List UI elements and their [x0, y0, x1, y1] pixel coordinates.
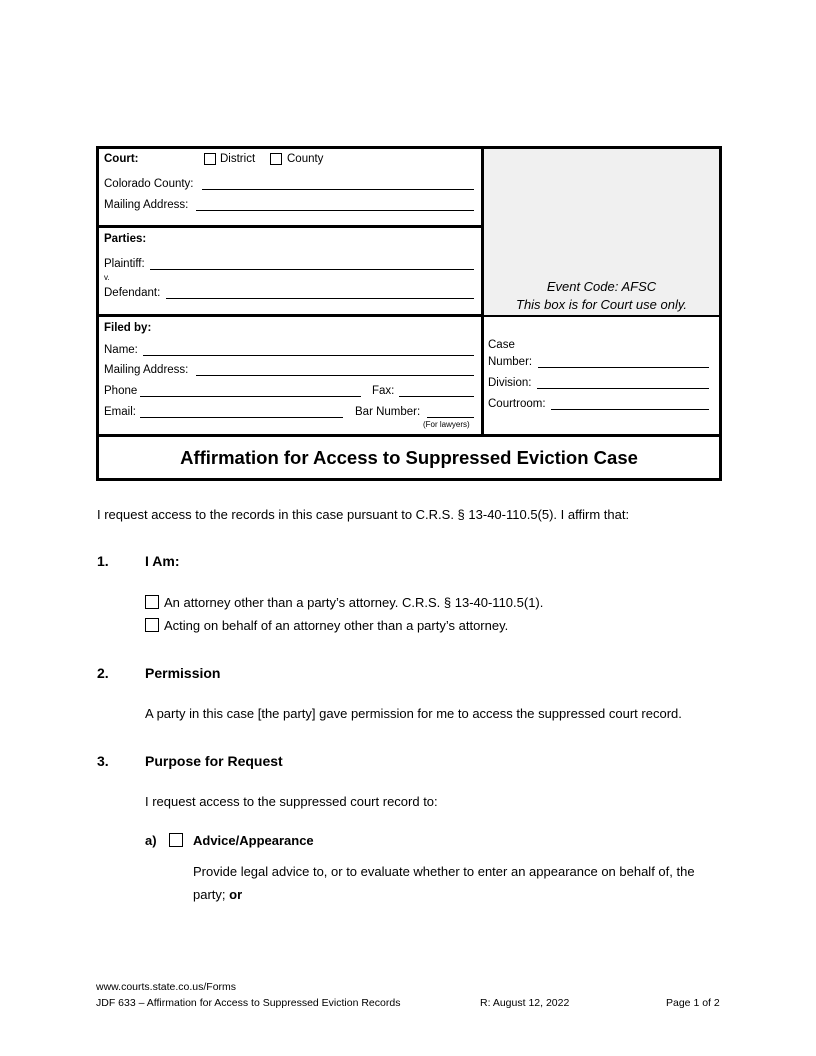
- section-1-number: 1.: [97, 553, 109, 569]
- caption-divider-court-parties: [96, 225, 484, 228]
- attorney-other-checkbox[interactable]: [145, 595, 159, 609]
- fax-label: Fax:: [372, 385, 395, 397]
- county-checkbox[interactable]: [270, 153, 282, 165]
- form-title-box: [96, 437, 722, 481]
- for-lawyers-note: (For lawyers): [423, 420, 470, 429]
- acting-on-behalf-label: Acting on behalf of an attorney other than a party’s attorney.: [164, 618, 509, 633]
- case-number-label: Number:: [488, 356, 533, 368]
- advice-appearance-checkbox[interactable]: [169, 833, 183, 847]
- fax-field[interactable]: [399, 396, 474, 397]
- division-field[interactable]: [537, 388, 709, 389]
- advice-appearance-text-line2: [193, 887, 242, 902]
- event-code: Event Code: AFSC: [546, 279, 657, 294]
- court-mailing-address-label: Mailing Address:: [104, 199, 189, 211]
- email-label: Email:: [104, 406, 136, 418]
- advice-appearance-text-tail: party;: [193, 887, 230, 902]
- court-use-note: This box is for Court use only.: [516, 297, 687, 312]
- colorado-county-label: Colorado County:: [104, 178, 194, 190]
- acting-on-behalf-checkbox[interactable]: [145, 618, 159, 632]
- colorado-county-field[interactable]: [202, 189, 474, 190]
- intro-text: I request access to the records in this case pursuant to C.R.S. § 13-40-110.5(5). I affirm that:: [97, 507, 630, 522]
- phone-label: Phone: [104, 385, 138, 397]
- advice-appearance-heading: Advice/Appearance: [193, 833, 314, 848]
- attorney-other-label: An attorney other than a party’s attorney. C.R.S. § 13-40-110.5(1).: [164, 595, 544, 610]
- county-label: County: [287, 153, 324, 165]
- filed-by-label: Filed by:: [104, 322, 152, 334]
- section-3-number: 3.: [97, 753, 109, 769]
- purpose-intro-text: I request access to the suppressed court record to:: [145, 794, 438, 809]
- advice-appearance-text-line1: Provide legal advice to, or to evaluate whether to enter an appearance on behalf of, the: [193, 864, 695, 879]
- courtroom-label: Courtroom:: [488, 398, 546, 410]
- defendant-field[interactable]: [166, 298, 474, 299]
- defendant-label: Defendant:: [104, 287, 161, 299]
- plaintiff-label: Plaintiff:: [104, 258, 145, 270]
- court-label: Court:: [104, 153, 139, 165]
- court-use-box: [484, 149, 719, 315]
- bar-number-label: Bar Number:: [355, 406, 421, 418]
- footer-form-id: JDF 633 – Affirmation for Access to Suppressed Eviction Records: [96, 997, 401, 1009]
- filer-mailing-address-label: Mailing Address:: [104, 364, 189, 376]
- filer-name-label: Name:: [104, 344, 138, 356]
- option-a-letter: a): [145, 833, 157, 848]
- email-field[interactable]: [140, 417, 343, 418]
- section-2-number: 2.: [97, 665, 109, 681]
- section-3-heading: Purpose for Request: [145, 753, 283, 769]
- section-1-heading: I Am:: [145, 553, 180, 569]
- footer-revision: R: August 12, 2022: [480, 997, 570, 1009]
- case-label: Case: [488, 339, 515, 351]
- permission-text: A party in this case [the party] gave permission for me to access the suppressed court record.: [145, 706, 682, 721]
- parties-label: Parties:: [104, 233, 147, 245]
- district-label: District: [220, 153, 256, 165]
- filer-name-field[interactable]: [143, 355, 474, 356]
- form-title: Affirmation for Access to Suppressed Eviction Case: [180, 446, 638, 468]
- advice-appearance-or: or: [229, 887, 243, 902]
- filer-mailing-address-field[interactable]: [196, 375, 474, 376]
- footer-page-number: Page 1 of 2: [666, 997, 720, 1009]
- court-mailing-address-field[interactable]: [196, 210, 474, 211]
- case-number-field[interactable]: [538, 367, 709, 368]
- versus-label: v.: [104, 273, 110, 282]
- bar-number-field[interactable]: [427, 417, 474, 418]
- district-checkbox[interactable]: [204, 153, 216, 165]
- section-2-heading: Permission: [145, 665, 221, 681]
- footer-website: www.courts.state.co.us/Forms: [96, 981, 237, 993]
- division-label: Division:: [488, 377, 532, 389]
- plaintiff-field[interactable]: [150, 269, 474, 270]
- courtroom-field[interactable]: [551, 409, 709, 410]
- phone-field[interactable]: [140, 396, 361, 397]
